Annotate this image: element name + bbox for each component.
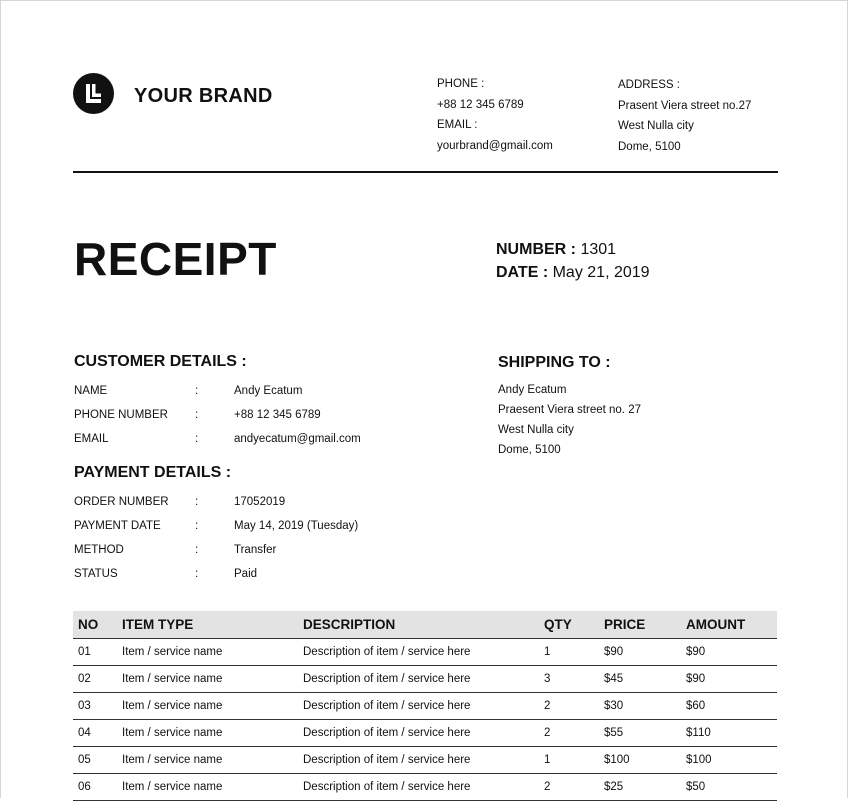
cell-description: Description of item / service here — [298, 666, 539, 693]
detail-separator: : — [195, 544, 199, 556]
cell-no: 06 — [73, 774, 117, 801]
cell-no: 03 — [73, 693, 117, 720]
table-row — [73, 639, 777, 666]
cell-no: 01 — [73, 639, 117, 666]
table-row — [73, 720, 777, 747]
cell-item-type: Item / service name — [117, 774, 298, 801]
cell-qty: 2 — [539, 693, 599, 720]
cell-no: 05 — [73, 747, 117, 774]
detail-label: EMAIL — [74, 433, 109, 445]
detail-separator: : — [195, 568, 199, 580]
address-line: Prasent Viera street no.27 — [618, 99, 752, 112]
receipt-number-label: NUMBER : — [496, 241, 576, 258]
table-row — [73, 693, 777, 720]
detail-label: ORDER NUMBER — [74, 496, 169, 508]
column-header-item-type: ITEM TYPE — [117, 611, 298, 639]
customer-details-heading: CUSTOMER DETAILS : — [74, 353, 247, 370]
cell-description: Description of item / service here — [298, 693, 539, 720]
contact-address — [618, 75, 751, 157]
shipping-line: West Nulla city — [498, 424, 574, 436]
table-row — [73, 774, 777, 801]
cell-item-type: Item / service name — [117, 693, 298, 720]
cell-amount: $60 — [681, 693, 777, 720]
cell-qty: 1 — [539, 639, 599, 666]
cell-description: Description of item / service here — [298, 720, 539, 747]
email-label: EMAIL : — [437, 119, 478, 131]
detail-value: +88 12 345 6789 — [234, 409, 321, 421]
receipt-date — [496, 264, 650, 282]
shipping-address — [498, 380, 641, 460]
cell-item-type: Item / service name — [117, 639, 298, 666]
detail-value: Andy Ecatum — [234, 385, 303, 397]
shipping-heading: SHIPPING TO : — [498, 354, 611, 371]
cell-qty: 3 — [539, 666, 599, 693]
contact-phone-email — [437, 74, 553, 156]
header-divider — [73, 171, 778, 173]
detail-separator: : — [195, 433, 199, 445]
cell-item-type: Item / service name — [117, 666, 298, 693]
detail-value: andyecatum@gmail.com — [234, 433, 361, 445]
cell-item-type: Item / service name — [117, 747, 298, 774]
table-row — [73, 747, 777, 774]
column-header-qty: QTY — [539, 611, 599, 639]
receipt-number — [496, 241, 616, 259]
cell-description: Description of item / service here — [298, 774, 539, 801]
cell-price: $100 — [599, 747, 681, 774]
column-header-no: NO — [73, 611, 117, 639]
table-header-row — [73, 611, 777, 639]
column-header-description: DESCRIPTION — [298, 611, 539, 639]
cell-item-type: Item / service name — [117, 720, 298, 747]
detail-separator: : — [195, 385, 199, 397]
column-header-amount: AMOUNT — [681, 611, 777, 639]
detail-label: PAYMENT DATE — [74, 520, 161, 532]
cell-price: $25 — [599, 774, 681, 801]
phone-label: PHONE : — [437, 78, 485, 90]
detail-separator: : — [195, 520, 199, 532]
receipt-date-value: May 21, 2019 — [552, 264, 650, 281]
payment-details-heading: PAYMENT DETAILS : — [74, 464, 232, 481]
detail-label: PHONE NUMBER — [74, 409, 168, 421]
cell-price: $90 — [599, 639, 681, 666]
brand-logo-icon — [73, 73, 114, 114]
cell-amount: $90 — [681, 639, 777, 666]
column-header-price: PRICE — [599, 611, 681, 639]
cell-amount: $90 — [681, 666, 777, 693]
receipt-number-value: 1301 — [580, 241, 617, 258]
detail-value: Paid — [234, 568, 258, 580]
detail-label: METHOD — [74, 544, 124, 556]
detail-separator: : — [195, 496, 199, 508]
detail-label: STATUS — [74, 568, 118, 580]
cell-description: Description of item / service here — [298, 639, 539, 666]
brand-name: YOUR BRAND — [134, 85, 273, 107]
shipping-line: Andy Ecatum — [498, 384, 567, 396]
detail-label: NAME — [74, 385, 108, 397]
cell-price: $30 — [599, 693, 681, 720]
address-line: West Nulla city — [618, 120, 694, 132]
address-line: Dome, 5100 — [618, 140, 681, 153]
address-label: ADDRESS : — [618, 79, 680, 91]
cell-no: 02 — [73, 666, 117, 693]
detail-value: May 14, 2019 (Tuesday) — [234, 520, 359, 532]
phone-value: +88 12 345 6789 — [437, 98, 524, 111]
cell-price: $55 — [599, 720, 681, 747]
cell-qty: 1 — [539, 747, 599, 774]
cell-no: 04 — [73, 720, 117, 747]
detail-value: 17052019 — [234, 496, 286, 508]
shipping-line: Praesent Viera street no. 27 — [498, 404, 641, 416]
cell-amount: $50 — [681, 774, 777, 801]
cell-description: Description of item / service here — [298, 747, 539, 774]
detail-separator: : — [195, 409, 199, 421]
table-row — [73, 666, 777, 693]
receipt-date-label: DATE : — [496, 264, 549, 281]
cell-price: $45 — [599, 666, 681, 693]
cell-qty: 2 — [539, 774, 599, 801]
detail-value: Transfer — [234, 544, 277, 556]
cell-amount: $110 — [681, 720, 777, 747]
items-table — [73, 611, 777, 801]
cell-qty: 2 — [539, 720, 599, 747]
email-value: yourbrand@gmail.com — [437, 139, 553, 152]
shipping-line: Dome, 5100 — [498, 444, 561, 456]
cell-amount: $100 — [681, 747, 777, 774]
page-title: RECEIPT — [74, 233, 277, 285]
